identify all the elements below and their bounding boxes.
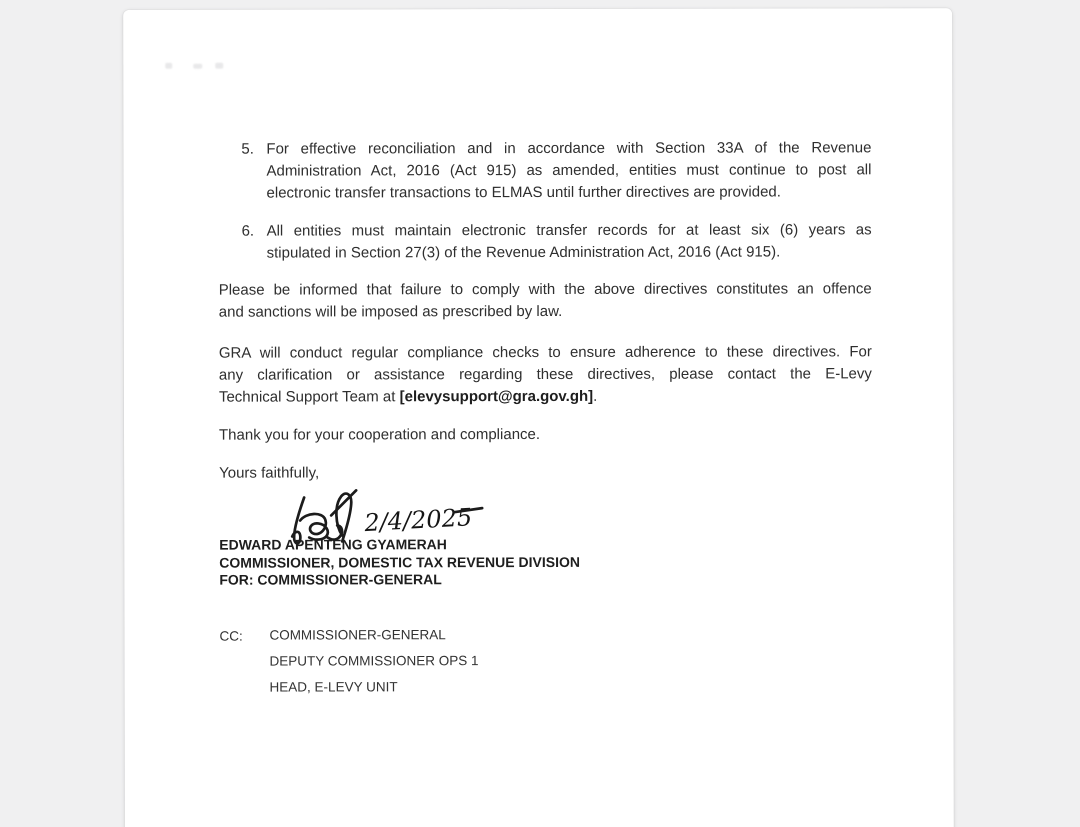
scan-artifact-marks (123, 8, 952, 10)
scan-smudge (193, 64, 202, 69)
paragraph-support-contact (219, 341, 872, 408)
signatory-name: EDWARD APENTENG GYAMERAH (219, 536, 447, 553)
body-line (219, 385, 872, 408)
signatory-for-line: FOR: COMMISSIONER-GENERAL (219, 571, 442, 589)
body-line: All entities must maintain electronic transfer records for at least six (6) years as (266, 221, 872, 240)
cc-recipient: HEAD, E-LEVY UNIT (269, 679, 398, 695)
body-line: For effective reconciliation and in accordance with Section 33A of the Revenue (266, 139, 872, 158)
cc-block (124, 624, 953, 695)
list-item-text (267, 219, 872, 264)
list-number: 5. (241, 140, 254, 158)
body-line: Administration Act, 2016 (Act 915) as amended, entities must continue to post all (266, 161, 872, 180)
body-line: GRA will conduct regular compliance checks to ensure adherence to these directives. For (218, 343, 872, 362)
support-line-prefix: Technical Support Team at (218, 388, 400, 406)
scan-smudge (165, 63, 172, 69)
support-line-suffix: . (593, 387, 598, 405)
list-item-text (266, 137, 871, 204)
list-number: 6. (241, 222, 255, 240)
signatory-block (219, 535, 872, 589)
closing-salutation (219, 461, 872, 484)
body-line: and sanctions will be imposed as prescribed by law. (218, 302, 563, 321)
scan-smudge (215, 63, 223, 69)
body-line: Please be informed that failure to comply with the above directives constitutes an offence (218, 280, 872, 299)
support-email: [elevysupport@gra.gov.gh] (399, 387, 594, 406)
body-line: any clarification or assistance regarding these directives, please contact the E-Levy (218, 365, 872, 384)
cc-recipient: COMMISSIONER-GENERAL (269, 627, 446, 643)
cc-list (269, 625, 478, 703)
body-line: Thank you for your cooperation and compliance. (218, 425, 541, 444)
cc-label: CC: (219, 628, 243, 644)
letter-page (123, 8, 954, 827)
signatory-title: COMMISSIONER, DOMESTIC TAX REVENUE DIVISION (219, 553, 580, 571)
list-item-6 (124, 219, 953, 262)
body-line: electronic transfer transactions to ELMAS until further directives are provided. (266, 183, 781, 202)
body-line: stipulated in Section 27(3) of the Revenue Administration Act, 2016 (Act 915). (266, 243, 781, 262)
paragraph-compliance-warning (219, 278, 872, 323)
signature-date: 2/4/2025 (363, 503, 473, 538)
list-item-5 (123, 137, 952, 202)
cc-recipient: DEPUTY COMMISSIONER OPS 1 (269, 653, 479, 669)
paragraph-thanks (219, 423, 872, 446)
body-line: Yours faithfully, (219, 464, 320, 482)
signature-scribble (292, 490, 356, 543)
